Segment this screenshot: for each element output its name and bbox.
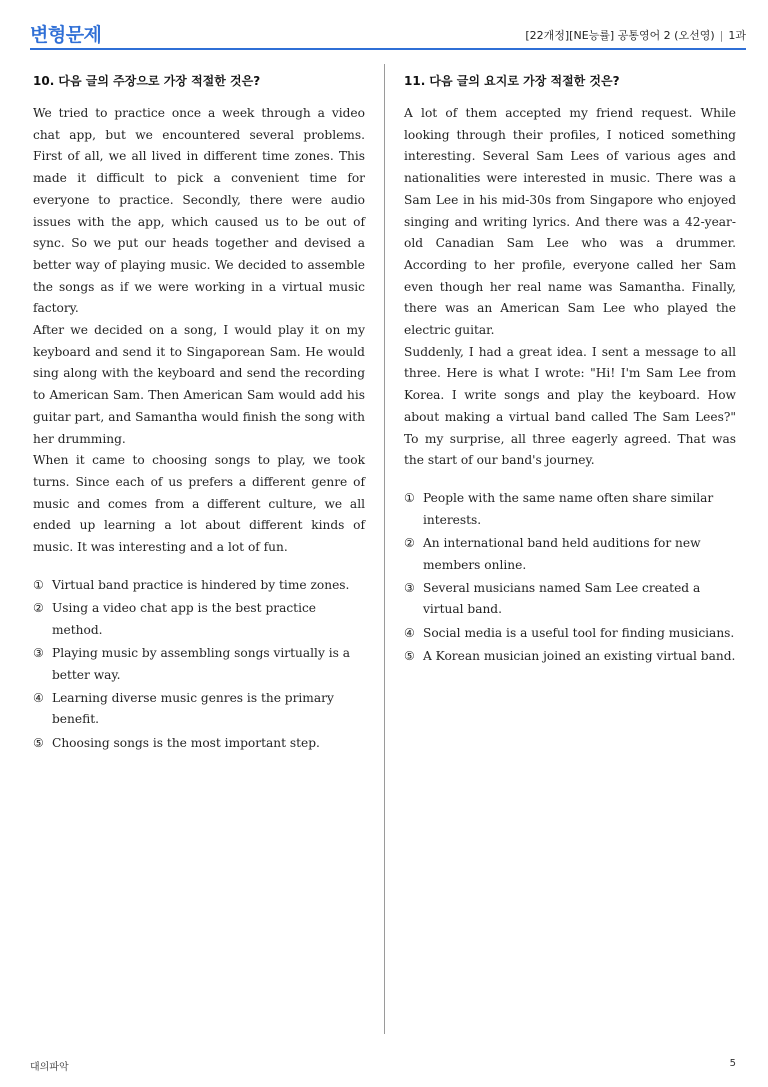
answer-choice-1[interactable] xyxy=(33,575,365,597)
choice-number: ⑤ xyxy=(33,735,44,750)
question-11 xyxy=(404,72,736,669)
choice-number: ④ xyxy=(404,625,415,640)
choice-text: Several musicians named Sam Lee created a virtual band. xyxy=(423,580,701,617)
header-separator: | xyxy=(719,29,724,42)
passage-paragraph: We tried to practice once a week through a video chat app, but we encountered several problems. First of all, we all lived in different time zones. This made it difficult to pick a convenient time for everyone to practice. Secondly, there were audio issues with the app, which caused us to be out of sync. So we put our heads together and devised a better way of playing music. We decided to assemble the songs as if we were working in a virtual music factory. xyxy=(33,106,365,316)
page-title: 변형문제 xyxy=(30,24,102,46)
passage-paragraph: After we decided on a song, I would play it on my keyboard and send it to Singaporean Sam. He would sing along with the keyboard and send the recording to American Sam. Then American Sam would add his guitar part, and Samantha would finish the song with her drumming. xyxy=(33,323,365,446)
textbook-name: [22개정][NE능률] 공통영어 2 (오선영) xyxy=(525,29,715,42)
choice-text: Playing music by assembling songs virtually is a better way. xyxy=(52,645,350,682)
question-10-passage xyxy=(33,103,365,559)
choice-text: A Korean musician joined an existing virtual band. xyxy=(423,648,736,663)
question-10-choices xyxy=(33,575,365,755)
lesson-label: 1과 xyxy=(728,29,746,42)
choice-number: ③ xyxy=(33,645,44,660)
answer-choice-1[interactable] xyxy=(404,488,736,531)
question-10-title: 10. 다음 글의 주장으로 가장 적절한 것은? xyxy=(33,74,261,88)
choice-number: ① xyxy=(33,577,44,592)
page-number: 5 xyxy=(729,1058,736,1069)
answer-choice-4[interactable] xyxy=(33,688,365,731)
answer-choice-5[interactable] xyxy=(33,733,365,755)
choice-number: ⑤ xyxy=(404,648,415,663)
choice-number: ② xyxy=(404,535,415,550)
answer-choice-3[interactable] xyxy=(404,578,736,621)
page-header xyxy=(30,18,746,50)
choice-text: Virtual band practice is hindered by time zones. xyxy=(52,577,350,592)
question-11-choices xyxy=(404,488,736,668)
choice-number: ③ xyxy=(404,580,415,595)
choice-text: Learning diverse music genres is the primary benefit. xyxy=(52,690,334,727)
choice-text: Social media is a useful tool for finding musicians. xyxy=(423,625,735,640)
column-divider xyxy=(384,64,385,1034)
passage-paragraph: When it came to choosing songs to play, we took turns. Since each of us prefers a different genre of music and comes from a different culture, we all ended up learning a lot about different kinds of music. It was interesting and a lot of fun. xyxy=(33,453,365,555)
textbook-info xyxy=(525,27,746,43)
choice-text: Using a video chat app is the best practice method. xyxy=(52,600,317,637)
passage-paragraph: A lot of them accepted my friend request. While looking through their profiles, I noticed something interesting. Several Sam Lees of various ages and nationalities were interested in music. There was a Sam Lee in his mid-30s from Singapore who enjoyed singing and writing lyrics. And there was a 42-year-old Canadian Sam Lee who was a drummer. According to her profile, everyone called her Sam even though her real name was Samantha. Finally, there was an American Sam Lee who played the electric guitar. xyxy=(404,106,736,338)
answer-choice-3[interactable] xyxy=(33,643,365,686)
choice-text: An international band held auditions for new members online. xyxy=(423,535,701,572)
choice-text: Choosing songs is the most important step. xyxy=(52,735,320,750)
choice-number: ② xyxy=(33,600,44,615)
passage-paragraph: Suddenly, I had a great idea. I sent a message to all three. Here is what I wrote: "Hi! I'm Sam Lee from Korea. I write songs and play the keyboard. How about making a virtual band called The Sam Lees?" To my surprise, all three eagerly agreed. That was the start of our band's journey. xyxy=(404,344,736,468)
choice-text: People with the same name often share similar interests. xyxy=(423,490,714,527)
choice-number: ④ xyxy=(33,690,44,705)
choice-number: ① xyxy=(404,490,415,505)
question-10 xyxy=(33,72,365,756)
answer-choice-4[interactable] xyxy=(404,623,736,645)
answer-choice-2[interactable] xyxy=(404,533,736,576)
question-11-title: 11. 다음 글의 요지로 가장 적절한 것은? xyxy=(404,74,620,88)
question-11-passage xyxy=(404,103,736,472)
answer-choice-2[interactable] xyxy=(33,598,365,641)
footer-category: 대의파악 xyxy=(30,1062,69,1073)
answer-choice-5[interactable] xyxy=(404,646,736,668)
